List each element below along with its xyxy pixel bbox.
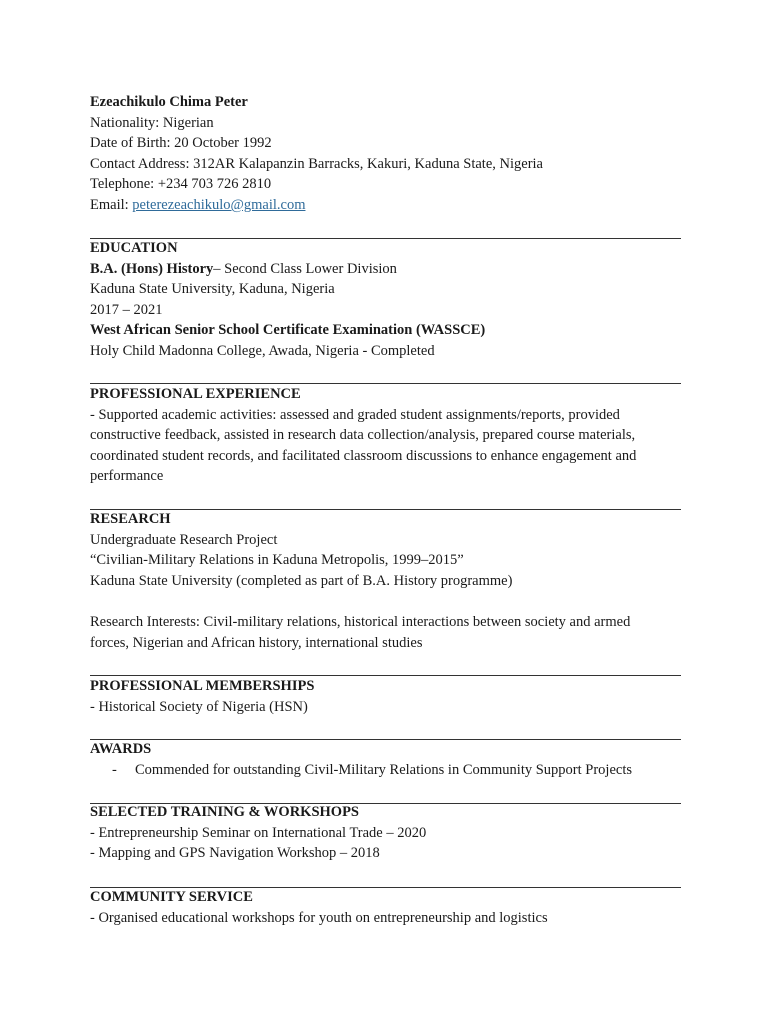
community-item: - Organised educational workshops for youth on entrepreneurship and logistics: [90, 909, 548, 926]
experience-line: constructive feedback, assisted in research data collection/analysis, prepared course materials,: [90, 427, 636, 444]
awards-section: [90, 739, 682, 780]
research-interests-line: Research Interests: Civil-military relations, historical interactions between society and armed: [90, 613, 631, 630]
training-heading: SELECTED TRAINING & WORKSHOPS: [90, 804, 359, 820]
memberships-heading: PROFESSIONAL MEMBERSHIPS: [90, 678, 315, 694]
secondary-school: Holy Child Madonna College, Awada, Nigeria - Completed: [90, 342, 435, 359]
training-section: [90, 802, 682, 864]
community-heading: COMMUNITY SERVICE: [90, 889, 253, 905]
date-of-birth: Date of Birth: 20 October 1992: [90, 135, 272, 152]
email-link[interactable]: peterezeachikulo@gmail.com: [132, 196, 306, 213]
degree-title: B.A. (Hons) History: [90, 260, 214, 277]
education-years: 2017 – 2021: [90, 301, 163, 318]
email-line: [90, 195, 682, 216]
award-item: [90, 760, 682, 781]
degree-class: – Second Class Lower Division: [213, 260, 397, 277]
awards-heading: AWARDS: [90, 741, 152, 757]
research-project-title: “Civilian-Military Relations in Kaduna Metropolis, 1999–2015”: [90, 552, 464, 569]
research-section: [90, 509, 682, 653]
research-heading: RESEARCH: [90, 511, 171, 527]
candidate-name: Ezeachikulo Chima Peter: [90, 94, 248, 110]
training-item: - Mapping and GPS Navigation Workshop – 2018: [90, 845, 380, 862]
email-label: Email:: [90, 196, 133, 213]
spacer: [90, 591, 682, 612]
education-heading: EDUCATION: [90, 240, 178, 256]
experience-line: coordinated student records, and facilitated classroom discussions to enhance engagement and: [90, 447, 637, 464]
research-project-label: Undergraduate Research Project: [90, 531, 278, 548]
training-item: - Entrepreneurship Seminar on International Trade – 2020: [90, 824, 427, 841]
university: Kaduna State University, Kaduna, Nigeria: [90, 281, 335, 298]
contact-section: [90, 92, 682, 216]
memberships-section: [90, 676, 682, 717]
research-interests-line: forces, Nigerian and African history, international studies: [90, 634, 423, 651]
contact-address: Contact Address: 312AR Kalapanzin Barracks, Kakuri, Kaduna State, Nigeria: [90, 155, 543, 172]
experience-line: performance: [90, 468, 164, 485]
membership-item: - Historical Society of Nigeria (HSN): [90, 698, 308, 715]
degree: [90, 259, 682, 280]
nationality: Nationality: Nigerian: [90, 114, 214, 131]
wassce-title: West African Senior School Certificate Examination (WASSCE): [90, 322, 486, 339]
community-section: [90, 887, 682, 928]
education-section: [90, 238, 682, 362]
telephone: Telephone: +234 703 726 2810: [90, 176, 272, 193]
experience-heading: PROFESSIONAL EXPERIENCE: [90, 386, 301, 402]
award-text: Commended for outstanding Civil-Military Relations in Community Support Projects: [135, 761, 633, 778]
experience-line: - Supported academic activities: assessed and graded student assignments/reports, provided: [90, 406, 620, 423]
bullet-dash: -: [112, 761, 117, 778]
research-project-note: Kaduna State University (completed as part of B.A. History programme): [90, 572, 513, 589]
experience-section: [90, 384, 682, 487]
